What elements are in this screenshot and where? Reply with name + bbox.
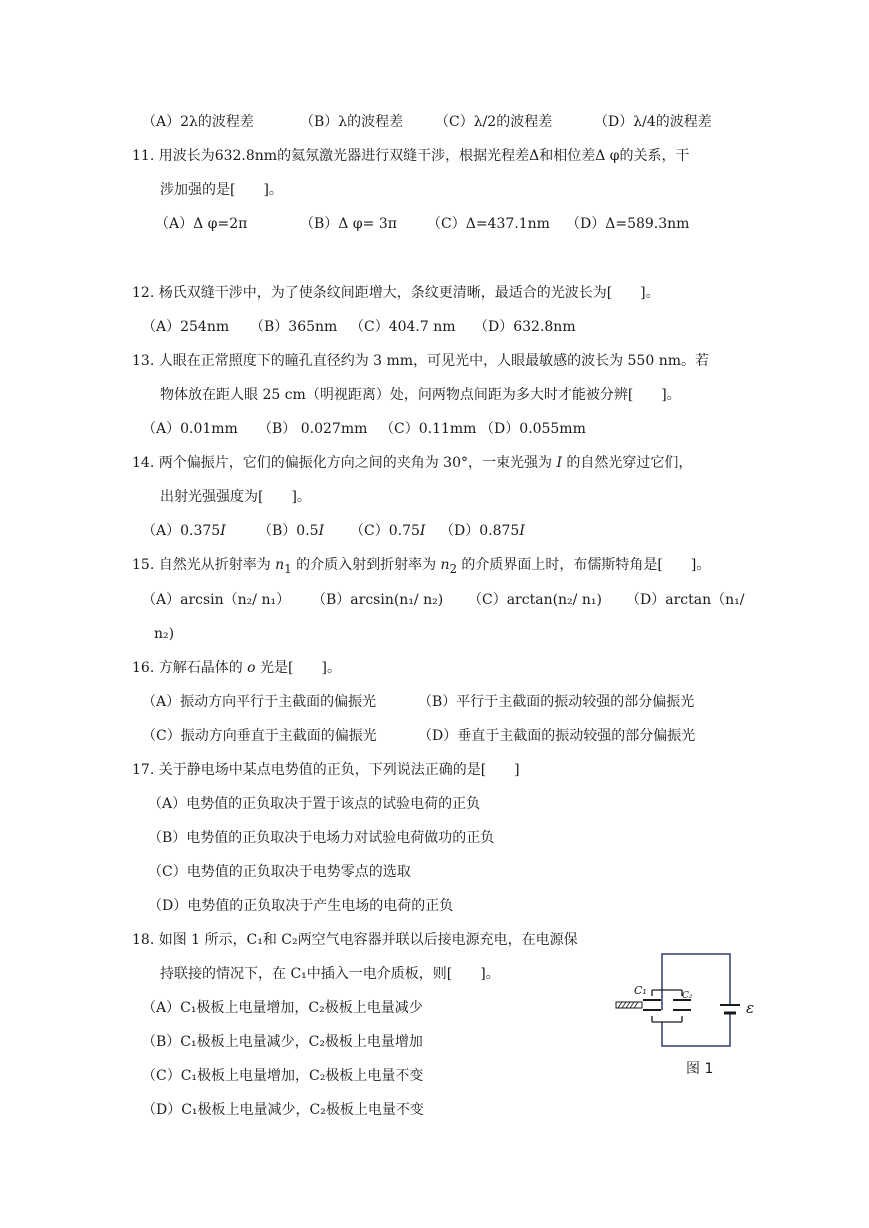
q14-option-d: （D）0.875I [440, 523, 525, 539]
q10-option-d: （D）λ/4的波程差 [594, 114, 712, 130]
q15-option-d: （D）arctan（n₁/ [626, 592, 745, 608]
q15-stem: 15. 自然光从折射率为 $n_1$ 的介质入射到折射率为 $n_2$ 的介质界面上时，布儒斯特角是[ ]。 [132, 557, 711, 576]
q11-option-d: （D）Δ=589.3nm [566, 216, 690, 232]
wire-bottom [662, 1014, 730, 1046]
q14-stem-line2: 出射光强强度为[ ]。 [160, 489, 311, 505]
q12-option-d: （D）632.8nm [474, 319, 576, 335]
dielectric-slab [616, 1002, 642, 1008]
q17-option-c: （C）电势值的正负取决于电势零点的选取 [148, 864, 411, 880]
capacitor-c1 [643, 1000, 661, 1010]
q17-option-d: （D）电势值的正负取决于产生电场的电荷的正负 [148, 898, 454, 914]
q13-option-d: （D）0.055mm [480, 421, 586, 437]
q16-option-d: （D）垂直于主截面的振动较强的部分偏振光 [418, 728, 696, 744]
q12-option-a: （A）254nm [142, 319, 230, 335]
q18-option-b: （B）C₁极板上电量减少，C₂极板上电量增加 [142, 1034, 423, 1050]
q16-stem: 16. 方解石晶体的 o 光是[ ]。 [132, 660, 341, 676]
q12-option-c: （C）404.7 nm [350, 319, 456, 335]
q12-stem: 12. 杨氏双缝干涉中，为了使条纹间距增大，条纹更清晰，最适合的光波长为[ ]。 [132, 285, 660, 301]
q17-option-a: （A）电势值的正负取决于置于该点的试验电荷的正负 [148, 796, 481, 812]
q18-stem-line1: 18. 如图 1 所示，C₁和 C₂两空气电容器并联以后接电源充电，在电源保 [132, 932, 578, 948]
q18-option-a: （A）C₁极板上电量增加，C₂极板上电量减少 [142, 1000, 423, 1016]
battery [720, 1005, 740, 1013]
q14-option-c: （C）0.75I [350, 523, 426, 539]
q15-option-b: （B）arcsin(n₁/ n₂) [312, 592, 444, 608]
q11-option-c: （C）Δ=437.1nm [427, 216, 550, 232]
q10-option-b: （B）λ的波程差 [300, 114, 404, 130]
q14-option-b: （B）0.5I [258, 523, 325, 539]
figure-caption: 图 1 [686, 1061, 714, 1077]
q13-option-b: （B） 0.027mm [258, 421, 368, 437]
q15-option-c: （C）arctan(n₂/ n₁) [468, 592, 602, 608]
wire-top [662, 954, 730, 1010]
q13-option-a: （A）0.01mm [142, 421, 238, 437]
capacitor-c2 [673, 1000, 691, 1010]
q10-option-c: （C）λ/2的波程差 [435, 114, 553, 130]
q11-option-a: （A）Δ φ=2π [155, 216, 248, 232]
q16-option-b: （B）平行于主截面的振动较强的部分偏振光 [418, 694, 695, 710]
q17-option-b: （B）电势值的正负取决于电场力对试验电荷做功的正负 [148, 830, 495, 846]
q17-stem: 17. 关于静电场中某点电势值的正负，下列说法正确的是[ ] [132, 762, 520, 778]
q14-option-a: （A）0.375I [142, 523, 226, 539]
q11-option-b: （B）Δ φ= 3π [300, 216, 397, 232]
q13-option-c: （C）0.11mm [380, 421, 477, 437]
q15-option-d-cont: n₂) [154, 626, 175, 642]
circuit-wires [662, 954, 730, 1046]
q18-option-d: （D）C₁极板上电量减少，C₂极板上电量不变 [142, 1102, 424, 1118]
q11-stem-line2: 涉加强的是[ ]。 [160, 182, 283, 198]
label-emf: ε [746, 999, 755, 1017]
capacitor-branch [652, 990, 682, 1022]
q10-option-a: （A）2λ的波程差 [142, 114, 254, 130]
q16-option-c: （C）振动方向垂直于主截面的偏振光 [142, 728, 377, 744]
q12-option-b: （B）365nm [250, 319, 338, 335]
label-c2: C₂ [682, 991, 693, 1001]
q18-stem-line2: 持联接的情况下，在 C₁中插入一电介质板，则[ ]。 [160, 966, 500, 982]
q16-option-a: （A）振动方向平行于主截面的偏振光 [142, 694, 377, 710]
q18-option-c: （C）C₁极板上电量增加，C₂极板上电量不变 [142, 1068, 424, 1084]
q14-stem-line1: 14. 两个偏振片，它们的偏振化方向之间的夹角为 30°，一束光强为 I 的自然光穿过它们， [132, 455, 693, 471]
q13-stem-line2: 物体放在距人眼 25 cm（明视距离）处，问两物点间距为多大时才能被分辨[ ]。 [160, 387, 681, 403]
q11-stem-line1: 11. 用波长为632.8nm的氦氖激光器进行双缝干涉，根据光程差Δ和相位差Δ φ的关系，干 [132, 148, 690, 164]
label-c1: C₁ [634, 984, 647, 997]
q13-stem-line1: 13. 人眼在正常照度下的瞳孔直径约为 3 mm，可见光中，人眼最敏感的波长为 550 nm。若 [132, 353, 709, 369]
q15-option-a: （A）arcsin（n₂/ n₁） [142, 592, 291, 608]
